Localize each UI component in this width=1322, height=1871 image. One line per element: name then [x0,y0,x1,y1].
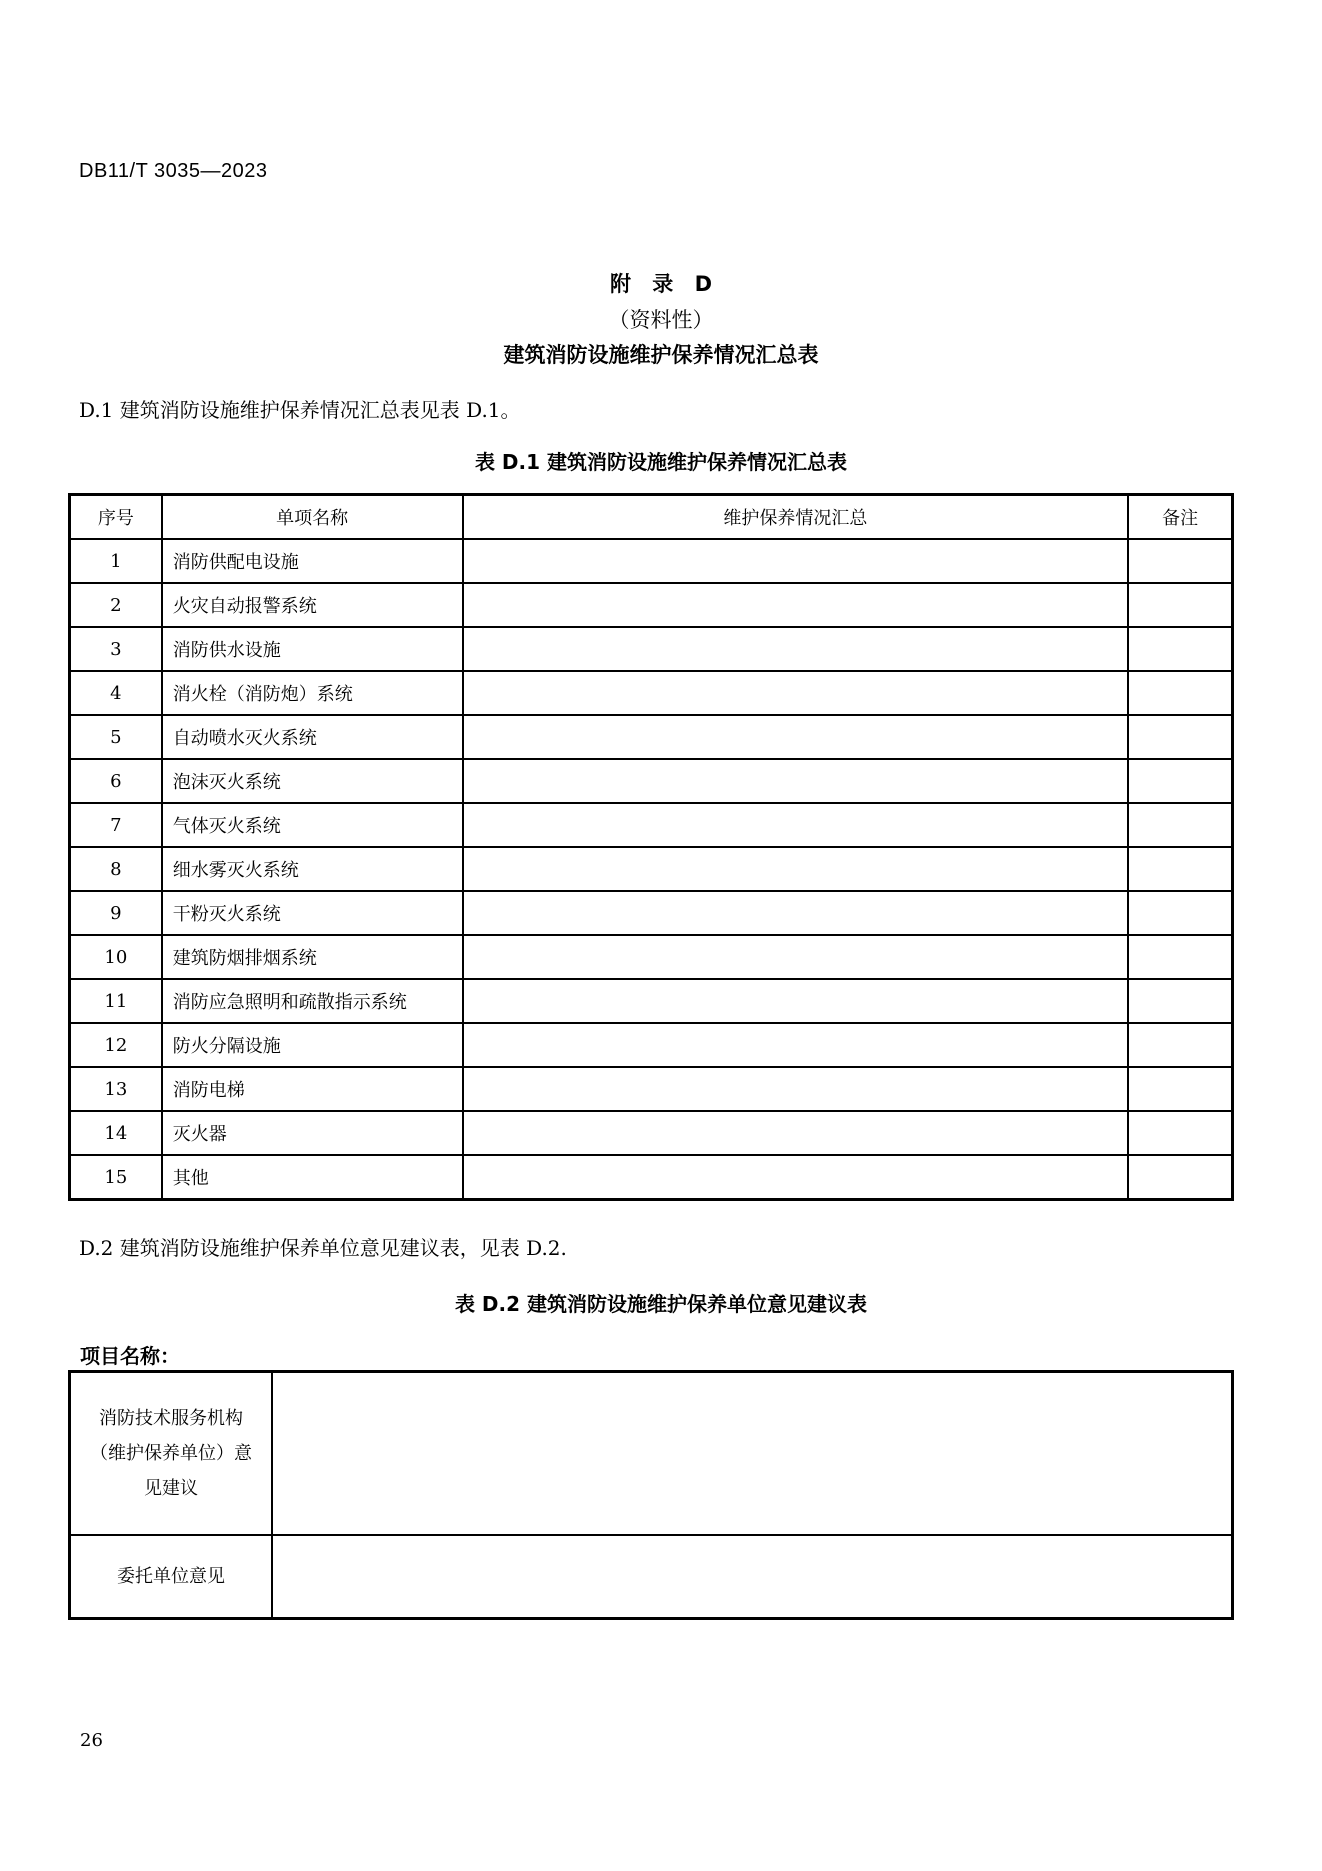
table-row [70,715,1233,759]
maintenance-summary-cell[interactable] [463,539,1129,583]
maintenance-summary-cell[interactable] [463,583,1129,627]
item-name: 消防供水设施 [162,627,463,671]
maintenance-opinion-label [70,1372,273,1535]
table-row [70,1111,1233,1155]
remark-cell[interactable] [1128,1023,1232,1067]
table-row-client-opinion [70,1535,1233,1619]
client-opinion-label [70,1535,273,1619]
item-name: 干粉灭火系统 [162,891,463,935]
maintenance-opinion-value[interactable] [272,1372,1233,1535]
clause-d1: D.1 建筑消防设施维护保养情况汇总表见表 D.1。 [79,398,521,422]
maintenance-summary-cell[interactable] [463,1023,1129,1067]
column-header-no: 序号 [70,495,162,540]
label-line: 消防技术服务机构 [99,1407,243,1429]
maintenance-summary-cell[interactable] [463,759,1129,803]
maintenance-summary-cell[interactable] [463,671,1129,715]
table-header-row [70,495,1233,540]
item-name: 消火栓（消防炮）系统 [162,671,463,715]
project-name-label: 项目名称： [80,1344,180,1368]
remark-cell[interactable] [1128,627,1232,671]
label-line: 见建议 [144,1477,198,1499]
table-row [70,583,1233,627]
row-number: 15 [70,1155,162,1200]
row-number: 7 [70,803,162,847]
remark-cell[interactable] [1128,671,1232,715]
item-name: 泡沫灭火系统 [162,759,463,803]
remark-cell[interactable] [1128,539,1232,583]
remark-cell[interactable] [1128,1067,1232,1111]
remark-cell[interactable] [1128,803,1232,847]
page-number: 26 [80,1730,103,1751]
item-name: 消防电梯 [162,1067,463,1111]
item-name: 气体灭火系统 [162,803,463,847]
item-name: 火灾自动报警系统 [162,583,463,627]
table-row [70,847,1233,891]
table-d2 [68,1370,1234,1620]
table-row [70,627,1233,671]
maintenance-summary-cell[interactable] [463,935,1129,979]
item-name: 消防应急照明和疏散指示系统 [162,979,463,1023]
maintenance-summary-cell[interactable] [463,715,1129,759]
table-d1-caption: 表 D.1 建筑消防设施维护保养情况汇总表 [474,450,848,474]
clause-d2: D.2 建筑消防设施维护保养单位意见建议表，见表 D.2. [79,1236,567,1260]
item-name: 消防供配电设施 [162,539,463,583]
maintenance-summary-cell[interactable] [463,1067,1129,1111]
column-header-remark: 备注 [1128,495,1232,540]
remark-cell[interactable] [1128,979,1232,1023]
maintenance-summary-cell[interactable] [463,847,1129,891]
maintenance-summary-cell[interactable] [463,979,1129,1023]
item-name: 建筑防烟排烟系统 [162,935,463,979]
appendix-type: （资料性） [608,308,714,332]
standard-number: DB11/T 3035—2023 [79,160,268,182]
client-opinion-value[interactable] [272,1535,1233,1619]
remark-cell[interactable] [1128,1155,1232,1200]
column-header-summary: 维护保养情况汇总 [463,495,1129,540]
table-row [70,891,1233,935]
item-name: 防火分隔设施 [162,1023,463,1067]
row-number: 13 [70,1067,162,1111]
remark-cell[interactable] [1128,715,1232,759]
remark-cell[interactable] [1128,847,1232,891]
item-name: 其他 [162,1155,463,1200]
table-row [70,671,1233,715]
remark-cell[interactable] [1128,583,1232,627]
remark-cell[interactable] [1128,1111,1232,1155]
table-d2-caption: 表 D.2 建筑消防设施维护保养单位意见建议表 [454,1292,868,1316]
maintenance-summary-cell[interactable] [463,803,1129,847]
table-row [70,979,1233,1023]
remark-cell[interactable] [1128,891,1232,935]
row-number: 5 [70,715,162,759]
remark-cell[interactable] [1128,935,1232,979]
row-number: 1 [70,539,162,583]
row-number: 8 [70,847,162,891]
row-number: 6 [70,759,162,803]
table-row [70,539,1233,583]
maintenance-summary-cell[interactable] [463,1155,1129,1200]
table-row [70,759,1233,803]
row-number: 9 [70,891,162,935]
row-number: 10 [70,935,162,979]
appendix-title: 附 录 D [609,272,713,296]
item-name: 自动喷水灭火系统 [162,715,463,759]
table-row [70,1023,1233,1067]
table-row [70,1155,1233,1200]
row-number: 2 [70,583,162,627]
table-row [70,935,1233,979]
item-name: 灭火器 [162,1111,463,1155]
row-number: 4 [70,671,162,715]
row-number: 12 [70,1023,162,1067]
row-number: 3 [70,627,162,671]
label-line: （维护保养单位）意 [90,1442,252,1464]
item-name: 细水雾灭火系统 [162,847,463,891]
label-line: 委托单位意见 [117,1565,225,1587]
table-d1 [68,493,1234,1201]
maintenance-summary-cell[interactable] [463,891,1129,935]
table-row [70,803,1233,847]
maintenance-summary-cell[interactable] [463,627,1129,671]
table-row-maintenance-opinion [70,1372,1233,1535]
row-number: 11 [70,979,162,1023]
maintenance-summary-cell[interactable] [463,1111,1129,1155]
appendix-name: 建筑消防设施维护保养情况汇总表 [503,343,819,367]
remark-cell[interactable] [1128,759,1232,803]
column-header-name: 单项名称 [162,495,463,540]
row-number: 14 [70,1111,162,1155]
table-row [70,1067,1233,1111]
table-d1-body [70,539,1233,1200]
